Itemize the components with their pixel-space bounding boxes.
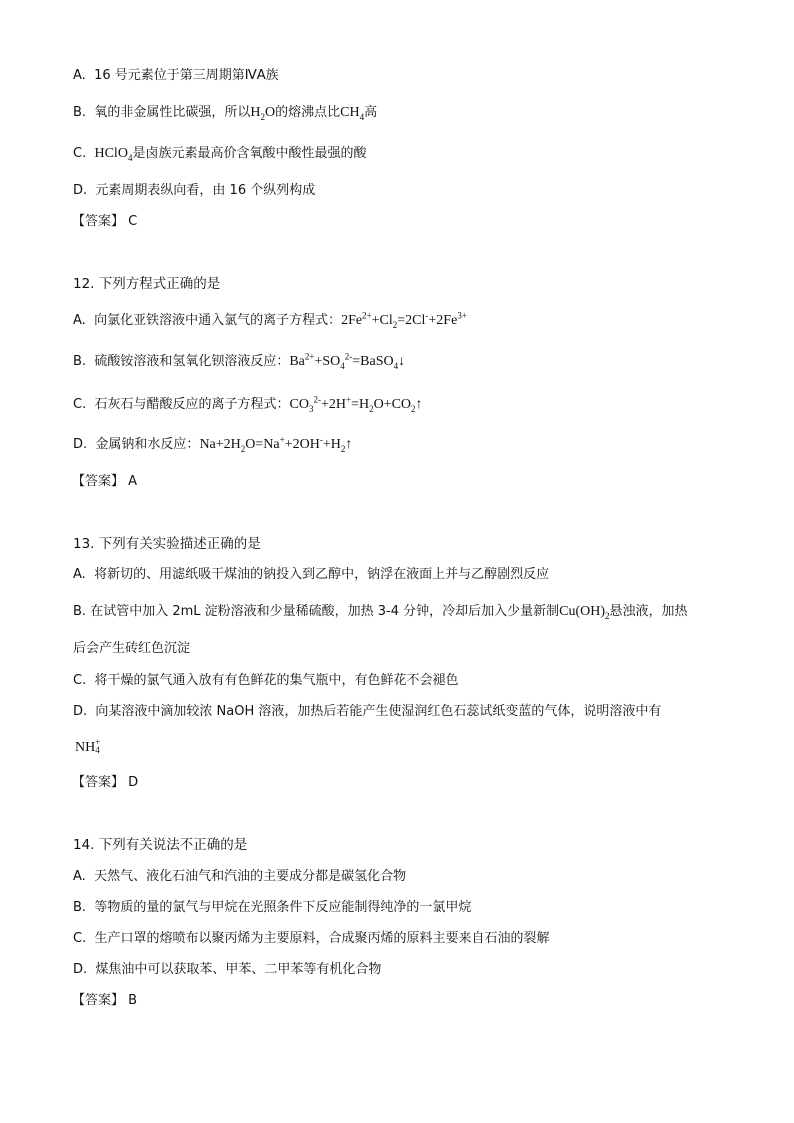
q13-option-a [73, 566, 549, 584]
answer-label: 【答案】 [72, 474, 125, 489]
q12-option-b [73, 353, 405, 371]
option-label: D. [73, 962, 88, 977]
option-label: A. [73, 567, 86, 582]
q11-answer [72, 213, 137, 231]
option-text: 石灰石与醋酸反应的离子方程式： [94, 397, 290, 412]
option-label: C. [73, 146, 87, 161]
option-text: 等物质的量的氯气与甲烷在光照条件下反应能制得纯净的一氯甲烷 [94, 900, 472, 915]
q13-title: 13. 下列有关实验描述正确的是 [73, 536, 261, 552]
q14-option-a [73, 868, 406, 886]
option-label: B. [73, 354, 87, 369]
option-text: 高 [364, 105, 378, 120]
q13-option-b [73, 603, 688, 621]
q12-option-d [73, 436, 352, 454]
q14-answer [72, 992, 137, 1010]
option-text: 将新切的、用滤纸吸干煤油的钠投入到乙醇中，钠浮在液面上并与乙醇剧烈反应 [94, 567, 550, 582]
answer-value: A [128, 474, 138, 489]
option-text: 氧的非金属性比碳强，所以 [94, 105, 251, 120]
option-label: B. [73, 900, 87, 915]
option-text: 向某溶液中滴加较浓 NaOH 溶液，加热后若能产生使湿润红色石蕊试纸变蓝的气体，说明溶液中有 [95, 704, 662, 719]
option-label: D. [73, 704, 88, 719]
equation: $CO_3^{2-}+2H^+=H_2O+CO_2↑$ [289, 394, 423, 414]
q14-option-c [73, 930, 550, 948]
option-label: D. [73, 437, 88, 452]
q13-option-b-line2: 后会产生砖红色沉淀 [73, 641, 191, 656]
equation: $2Fe^{2+}+Cl_2=2Cl^-+2Fe^{3+}$ [341, 310, 467, 330]
equation: $Na+2H_2O=Na^++2OH^-+H_2↑$ [199, 434, 353, 454]
q13-answer [72, 774, 138, 792]
q14-option-b [73, 899, 471, 917]
q12-answer [72, 473, 137, 491]
q11-option-a [73, 67, 279, 85]
formula-cuoh2: $Cu(OH)_2$ [559, 604, 610, 621]
q13-option-c [73, 672, 459, 690]
option-text: 向氯化亚铁溶液中通入氯气的离子方程式： [94, 313, 342, 328]
option-label: C. [73, 397, 87, 412]
option-text: 在试管中加入 2mL 淀粉溶液和少量稀硫酸，加热 3-4 分钟，冷却后加入少量新制 [90, 604, 560, 619]
formula-h2o: $H_2O$ [250, 105, 276, 122]
equation: $Ba^{2+}+SO_4^{2-}=BaSO_4↓$ [289, 351, 406, 371]
option-label: B. [73, 105, 87, 120]
q12-title: 12. 下列方程式正确的是 [73, 276, 221, 292]
q12-option-c [73, 396, 423, 414]
option-text: 元素周期表纵向看，由 16 个纵列构成 [95, 183, 316, 198]
formula-nh4: NH + 4 [75, 737, 101, 755]
option-label: C. [73, 673, 87, 688]
q14-title: 14. 下列有关说法不正确的是 [73, 837, 248, 853]
option-label: A. [73, 313, 86, 328]
option-text: 天然气、液化石油气和汽油的主要成分都是碳氢化合物 [94, 869, 407, 884]
q11-option-b [73, 104, 377, 122]
option-text: 的熔沸点比 [275, 105, 341, 120]
answer-label: 【答案】 [72, 214, 125, 229]
q11-option-d [73, 182, 315, 200]
q13-option-d [73, 703, 661, 721]
option-text: 悬浊液，加热 [609, 604, 688, 619]
option-label: A. [73, 869, 86, 884]
q14-option-d [73, 961, 381, 979]
option-text: 硫酸铵溶液和氢氧化钡溶液反应： [94, 354, 290, 369]
answer-value: C [128, 214, 138, 229]
option-text: 将干燥的氯气通入放有有色鲜花的集气瓶中，有色鲜花不会褪色 [94, 673, 459, 688]
answer-value: D [128, 775, 139, 790]
option-label: C. [73, 931, 87, 946]
q11-option-c [73, 145, 366, 163]
option-label: B. [73, 604, 87, 619]
option-text: 煤焦油中可以获取苯、甲苯、二甲苯等有机化合物 [95, 962, 382, 977]
option-text: 是卤族元素最高价含氧酸中酸性最强的酸 [132, 146, 367, 161]
option-text: 生产口罩的熔喷布以聚丙烯为主要原料，合成聚丙烯的原料主要来自石油的裂解 [94, 931, 550, 946]
answer-label: 【答案】 [72, 775, 125, 790]
option-text: 16 号元素位于第三周期第ⅣA族 [94, 68, 279, 83]
q12-option-a [73, 312, 467, 330]
option-text: 金属钠和水反应： [95, 437, 200, 452]
option-label: D. [73, 183, 88, 198]
option-label: A. [73, 68, 86, 83]
answer-value: B [128, 993, 138, 1008]
formula-hclo4: HClO$_4$ [94, 146, 133, 163]
formula-ch4: $CH_4$ [340, 105, 365, 122]
answer-label: 【答案】 [72, 993, 125, 1008]
